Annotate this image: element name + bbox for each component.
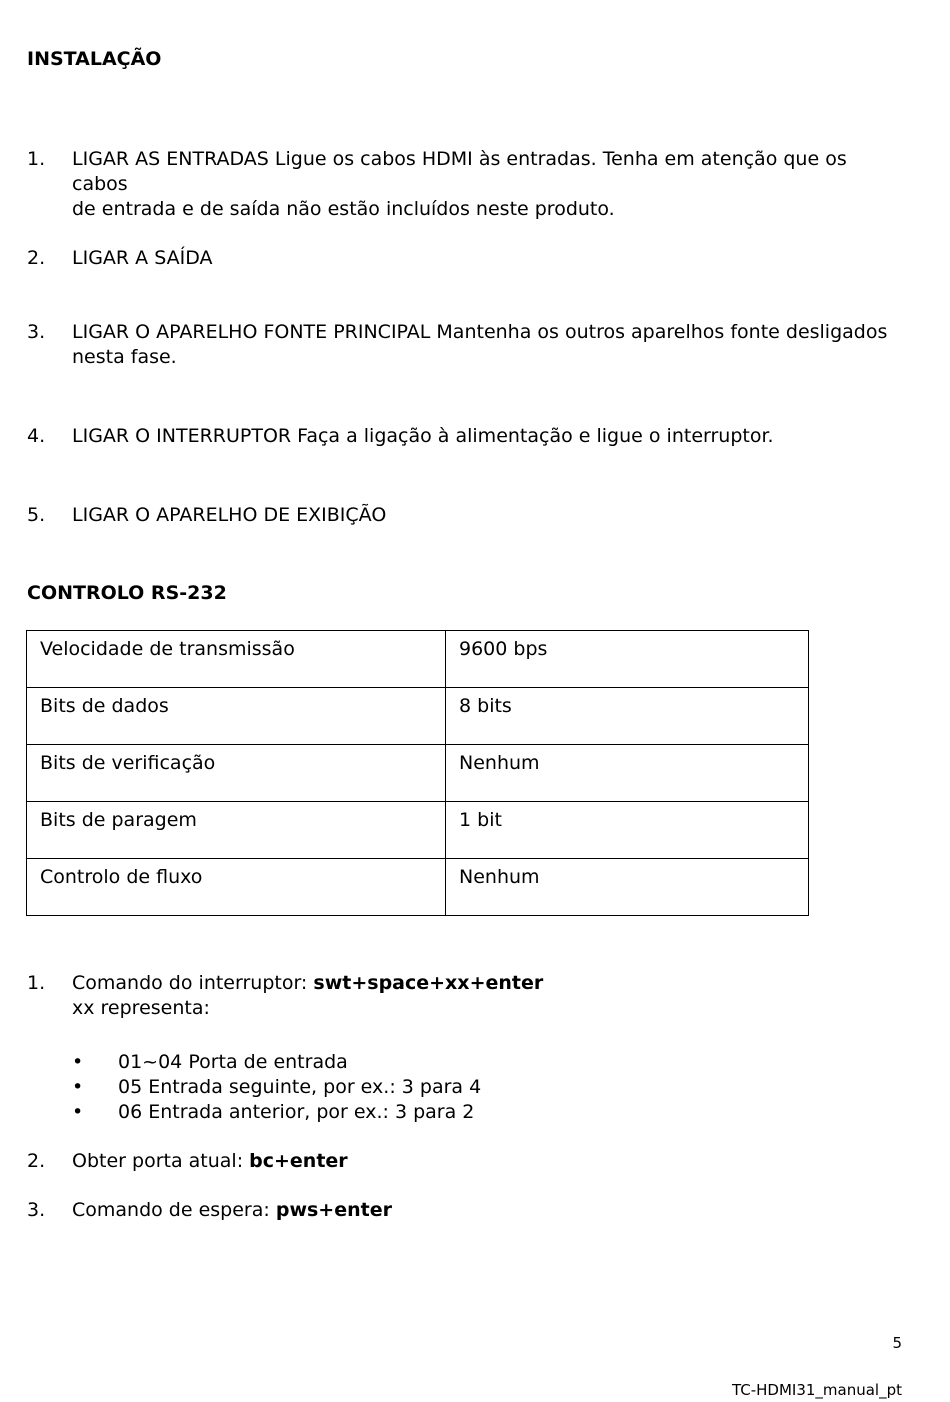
command-number: 2. (27, 1150, 46, 1172)
step-number: 3. (27, 321, 46, 343)
step-number: 2. (27, 247, 46, 269)
install-step-5 (27, 503, 907, 528)
install-step-4 (27, 424, 907, 449)
step-text: LIGAR A SAÍDA (72, 247, 213, 269)
command-3 (27, 1198, 907, 1223)
port-options-list (72, 1050, 481, 1125)
table-row (27, 631, 809, 688)
installation-heading: INSTALAÇÃO (27, 48, 162, 70)
setting-value: Nenhum (446, 859, 809, 916)
step-text: LIGAR O APARELHO FONTE PRINCIPAL Mantenha os outros aparelhos fonte desligados (72, 321, 888, 343)
rs232-settings-table (26, 630, 809, 916)
list-item-text: 01~04 Porta de entrada (118, 1051, 348, 1073)
step-number: 1. (27, 148, 46, 170)
bullet-icon: • (72, 1051, 84, 1073)
step-text: LIGAR O APARELHO DE EXIBIÇÃO (72, 504, 387, 526)
table-row (27, 745, 809, 802)
step-number: 4. (27, 425, 46, 447)
setting-label: Bits de dados (27, 688, 446, 745)
table-row (27, 802, 809, 859)
setting-value: 9600 bps (446, 631, 809, 688)
command-sub-text: xx representa: (72, 997, 210, 1019)
document-id: TC-HDMI31_manual_pt (731, 1381, 902, 1399)
command-description: Comando de espera: (72, 1199, 276, 1221)
table-row (27, 688, 809, 745)
install-step-3 (27, 320, 907, 370)
setting-label: Controlo de fluxo (27, 859, 446, 916)
setting-value: Nenhum (446, 745, 809, 802)
step-text-cont: de entrada e de saída não estão incluídos neste produto. (72, 198, 615, 220)
command-2 (27, 1149, 907, 1174)
table-row (27, 859, 809, 916)
step-number: 5. (27, 504, 46, 526)
step-text: LIGAR AS ENTRADAS Ligue os cabos HDMI às entradas. Tenha em atenção que os cabos (72, 148, 847, 195)
list-item-text: 05 Entrada seguinte, por ex.: 3 para 4 (118, 1076, 482, 1098)
setting-label: Velocidade de transmissão (27, 631, 446, 688)
install-step-1 (27, 147, 907, 222)
list-item (72, 1100, 481, 1125)
setting-value: 1 bit (446, 802, 809, 859)
step-text-cont: nesta fase. (72, 346, 177, 368)
step-text: LIGAR O INTERRUPTOR Faça a ligação à alimentação e ligue o interruptor. (72, 425, 774, 447)
command-code: bc+enter (249, 1150, 348, 1172)
list-item (72, 1075, 481, 1100)
page-number: 5 (892, 1334, 902, 1352)
rs232-heading: CONTROLO RS-232 (27, 582, 227, 604)
setting-value: 8 bits (446, 688, 809, 745)
setting-label: Bits de paragem (27, 802, 446, 859)
bullet-icon: • (72, 1101, 84, 1123)
command-number: 1. (27, 972, 46, 994)
command-number: 3. (27, 1199, 46, 1221)
install-step-2 (27, 246, 907, 271)
setting-label: Bits de verificação (27, 745, 446, 802)
command-1 (27, 971, 907, 1021)
bullet-icon: • (72, 1076, 84, 1098)
command-description: Obter porta atual: (72, 1150, 250, 1172)
list-item (72, 1050, 481, 1075)
command-code: swt+space+xx+enter (313, 972, 544, 994)
list-item-text: 06 Entrada anterior, por ex.: 3 para 2 (118, 1101, 475, 1123)
command-description: Comando do interruptor: (72, 972, 314, 994)
command-code: pws+enter (275, 1199, 392, 1221)
